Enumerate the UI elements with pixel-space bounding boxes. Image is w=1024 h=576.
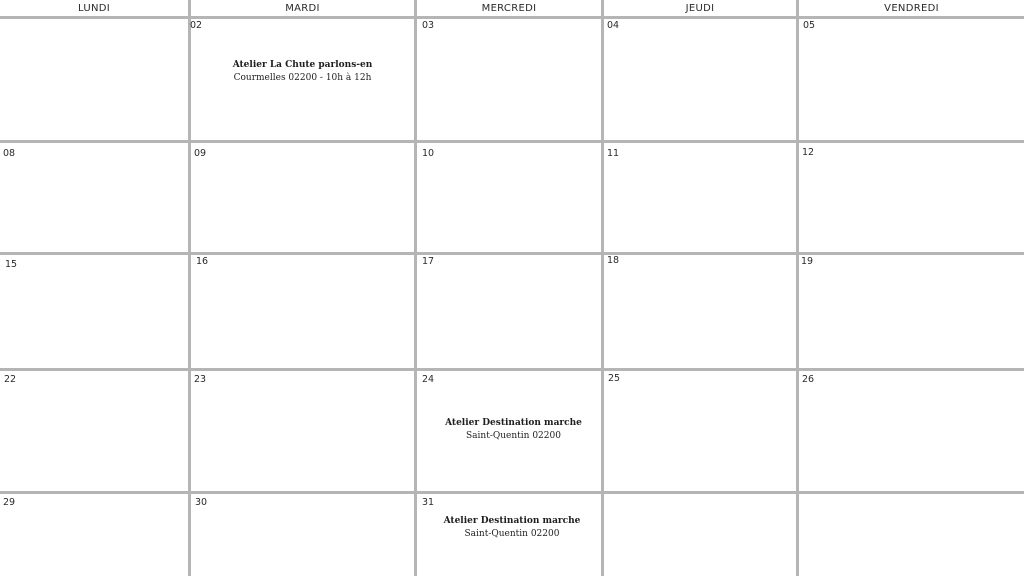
weekday-header-lundi: LUNDI: [77, 3, 111, 14]
weekday-header-mercredi: MERCREDI: [481, 3, 537, 14]
day-number: 09: [194, 148, 207, 159]
day-number: 10: [422, 148, 435, 159]
day-number: 04: [607, 20, 620, 31]
day-number: 12: [802, 147, 815, 158]
event-detail: Courmelles 02200 - 10h à 12h: [233, 73, 372, 83]
day-number: 22: [4, 374, 17, 385]
day-number: 30: [195, 497, 208, 508]
calendar-event[interactable]: [417, 417, 610, 443]
day-number: 02: [190, 20, 203, 31]
calendar-event[interactable]: [417, 515, 607, 541]
day-number: 03: [422, 20, 435, 31]
day-number: 23: [194, 374, 207, 385]
day-number: 08: [3, 148, 16, 159]
day-number: 11: [607, 148, 620, 159]
day-number: 24: [422, 374, 435, 385]
grid-line-vertical: [188, 0, 191, 576]
grid-line-horizontal: [0, 140, 1024, 143]
event-title: Atelier Destination marche: [445, 418, 582, 428]
event-title: Atelier La Chute parlons-en: [232, 60, 373, 70]
day-number: 16: [196, 256, 209, 267]
day-number: 25: [608, 373, 621, 384]
day-number: 18: [607, 255, 620, 266]
day-number: 31: [422, 497, 435, 508]
day-number: 15: [5, 259, 18, 270]
weekday-header-jeudi: JEUDI: [685, 3, 715, 14]
day-number: 29: [3, 497, 16, 508]
day-number: 17: [422, 256, 435, 267]
grid-line-vertical: [601, 0, 604, 576]
grid-line-vertical: [414, 0, 417, 576]
grid-line-horizontal: [0, 368, 1024, 371]
calendar-event[interactable]: [191, 59, 414, 85]
weekday-header-mardi: MARDI: [285, 3, 320, 14]
weekday-header-vendredi: VENDREDI: [884, 3, 939, 14]
day-number: 19: [801, 256, 814, 267]
grid-line-vertical: [796, 0, 799, 576]
event-detail: Saint-Quentin 02200: [466, 431, 561, 441]
event-detail: Saint-Quentin 02200: [464, 529, 560, 539]
event-title: Atelier Destination marche: [443, 516, 581, 526]
day-number: 26: [802, 374, 815, 385]
grid-line-horizontal: [0, 252, 1024, 255]
day-number: 05: [803, 20, 816, 31]
grid-line-horizontal: [0, 491, 1024, 494]
